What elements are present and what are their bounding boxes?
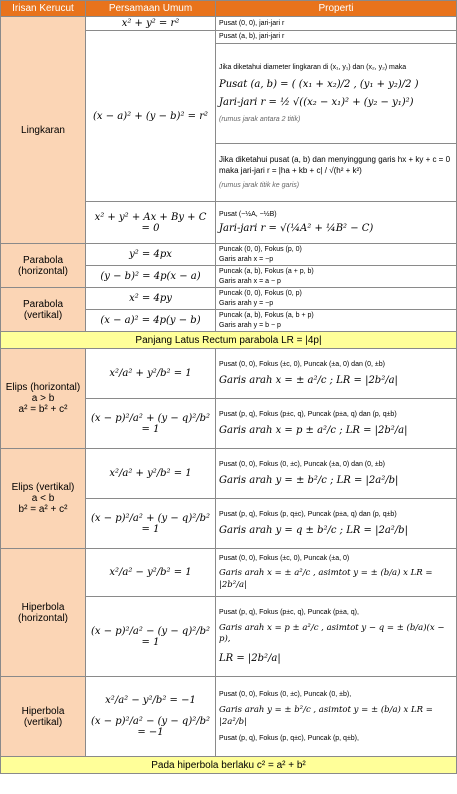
property-line: Puncak (a, b), Fokus (a + p, b) [219,268,314,276]
table-row [1,449,457,499]
property-line: Pusat (−½A, −½B) [219,210,277,218]
equation: (x − a)² = 4p(y − b) [86,310,216,332]
property [216,349,457,399]
conic-name-line: (vertikal) [23,716,63,728]
equation: (x − p)²/a² − (y − q)²/b² = 1 [86,597,216,677]
conic-name-line: (horizontal) [17,612,69,624]
equation: x²/a² + y²/b² = 1 [86,349,216,399]
property-line: Puncak (0, 0), Fokus (p, 0) [219,246,302,254]
property-line: Garis arah x = a − p [219,277,281,285]
header-row [1,1,457,17]
conic-name-lingkaran: Lingkaran [1,17,86,244]
property [216,499,457,549]
equation: x²/a² + y²/b² = 1 [86,449,216,499]
property-line: Garis arah x = ± a²/c , asimtot y = ± (b/a) x LR = |2b²/a| [219,568,433,590]
property-line: Pusat (p, q), Fokus (p, q±c), Puncak (p±a, q) dan (p, q±b) [219,510,397,518]
equation: x² = 4py [86,288,216,310]
property [216,677,457,757]
conic-name-line: a² = b² + c² [18,404,68,415]
property-line: Puncak (a, b), Fokus (a, b + p) [219,312,314,320]
property-line: Pusat (0, 0), Fokus (±c, 0), Puncak (±a, 0) [219,554,350,562]
table-row [1,677,457,757]
property-line: Pusat (0, 0), Fokus (±c, 0), Puncak (±a, 0) dan (0, ±b) [219,360,385,368]
conic-name-line: b² = a² + c² [18,504,68,515]
table-row [1,244,457,266]
property [216,399,457,449]
equation: x²/a² − y²/b² = −1 [105,695,196,706]
property-line: Jari-jari r = ½ √((x₂ − x₁)² + (y₂ − y₁)²) [219,97,414,108]
property-line: Pusat (p, q), Fokus (p, q±c), Puncak (p, q±b), [219,734,359,742]
property [216,244,457,266]
property [216,310,457,332]
property-line: Garis arah x = ± a²/c ; LR = |2b²/a| [219,374,398,386]
property [216,288,457,310]
equation: (x − p)²/a² + (y − q)²/b² = 1 [86,399,216,449]
property-diameter [216,44,457,144]
property-line: Garis arah x = −p [219,255,274,263]
property-tangent [216,144,457,202]
property: Pusat (0, 0), jari-jari r [216,17,457,31]
property: Pusat (a, b), jari-jari r [216,31,457,44]
property-line: Jika diketahui diameter lingkaran di (x₁, y₁) dan (x₂, y₂) maka [219,64,407,72]
table-row [1,332,457,349]
property-line: Pusat (0, 0), Fokus (0, ±c), Puncak (±a, 0) dan (0, ±b) [219,460,385,468]
conic-name-parabola-horizontal: Parabola (horizontal) [1,244,86,288]
conic-name-line: Elips (vertikal) [11,482,75,493]
property-line: Garis arah x = p ± a²/c ; LR = |2b²/a| [219,424,408,436]
equation: (x − p)²/a² + (y − q)²/b² = 1 [86,499,216,549]
property [216,597,457,677]
property-line: Puncak (0, 0), Fokus (0, p) [219,290,302,298]
equation: (x − a)² + (y − b)² = r² [86,31,216,202]
header-irisan-kerucut: Irisan Kerucut [1,1,86,17]
table-row [1,549,457,597]
property-line: Jari-jari r = √(¼A² + ¼B² − C) [219,222,374,234]
property [216,266,457,288]
property [216,449,457,499]
property [216,549,457,597]
property-line: Pusat (a, b) = ( (x₁ + x₂)/2 , (y₁ + y₂)/2 ) [219,78,419,90]
conic-name-hiperbola-vertikal [1,677,86,757]
property-line: Jika diketahui pusat (a, b) dan menyinggung garis hx + ky + c = 0 maka jari-jari r = |ha + kb + c| / √(h² + k²) [219,154,451,175]
property-note: (rumus jarak antara 2 titik) [219,115,301,123]
hiperbola-banner: Pada hiperbola berlaku c² = a² + b² [1,757,457,774]
conic-name-line: a < b [31,493,55,504]
property-line: Pusat (p, q), Fokus (p±c, q), Puncak (p±a, q) dan (p, q±b) [219,410,397,418]
property-note: (rumus jarak titik ke garis) [219,181,300,189]
table-row [1,349,457,399]
conic-name-line: Hiperbola [21,705,65,717]
property-line: Pusat (p, q), Fokus (p±c, q), Puncak (p±a, q), [219,608,359,616]
conic-name-line: a > b [31,393,55,404]
table-row [1,17,457,31]
equation: x²/a² − y²/b² = 1 [86,549,216,597]
property [216,202,457,244]
property-line: LR = |2b²/a| [219,652,281,664]
equation: y² = 4px [86,244,216,266]
conic-name-line: Hiperbola [21,601,65,613]
table-row [1,288,457,310]
conic-name-line: Elips (horizontal) [5,382,81,393]
conic-name-elips-horizontal [1,349,86,449]
property-line: Garis arah x = p ± a²/c , asimtot y − q = ± (b/a)(x − p), [219,623,445,645]
latus-rectum-banner: Panjang Latus Rectum parabola LR = |4p| [1,332,457,349]
property-line: Garis arah y = q ± b²/c ; LR = |2a²/b| [219,524,408,536]
equation: x² + y² = r² [86,17,216,31]
table-row [1,757,457,774]
conic-name-elips-vertikal [1,449,86,549]
equation: (y − b)² = 4p(x − a) [86,266,216,288]
property-line: Pusat (0, 0), Fokus (0, ±c), Puncak (0, ±b), [219,690,352,698]
property-line: Garis arah y = −p [219,299,274,307]
conic-name-parabola-vertikal: Parabola (vertikal) [1,288,86,332]
property-line: Garis arah y = ± b²/c ; LR = |2a²/b| [219,474,399,486]
property-line: Garis arah y = ± b²/c , asimtot y = ± (b/a) x LR = |2a²/b| [219,705,433,727]
header-persamaan-umum: Persamaan Umum [86,1,216,17]
header-properti: Properti [216,1,457,17]
equation: x² + y² + Ax + By + C = 0 [86,202,216,244]
conic-name-hiperbola-horizontal [1,549,86,677]
equations [86,677,216,757]
equation: (x − p)²/a² − (y − q)²/b² = −1 [90,716,211,738]
property-line: Garis arah y = b − p [219,321,281,329]
